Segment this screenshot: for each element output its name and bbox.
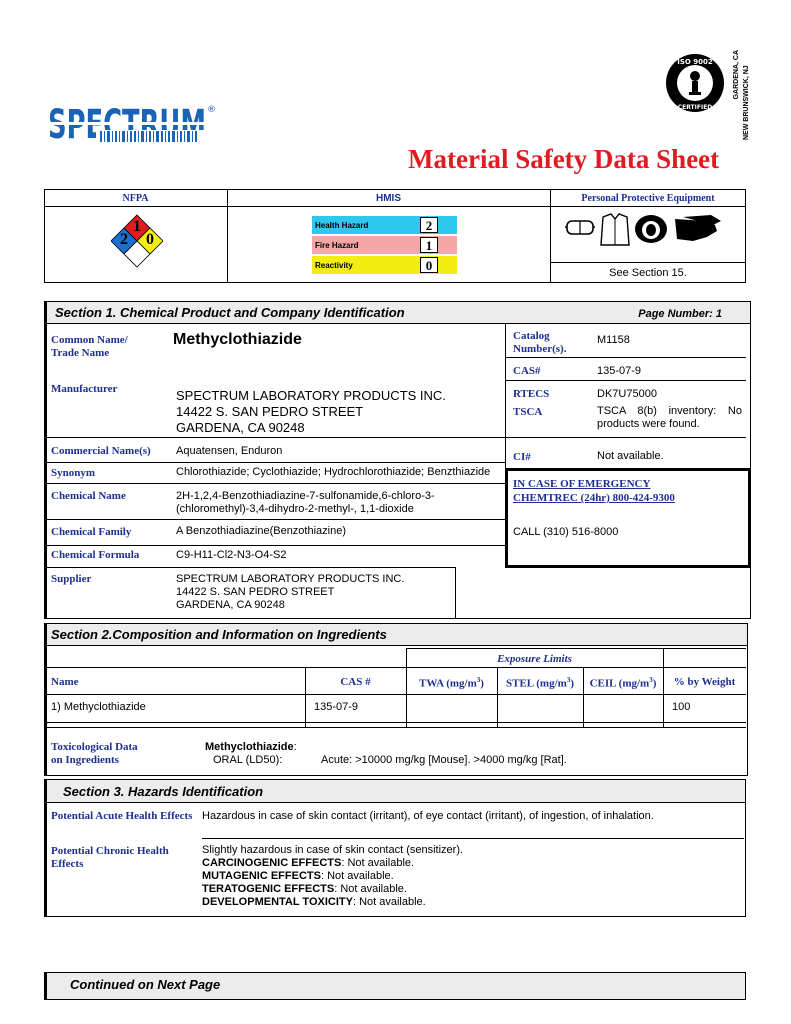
chronic-intro: Slightly hazardous in case of skin contact (sensitizer). — [202, 844, 464, 856]
tox-route: ORAL (LD50): — [213, 754, 283, 766]
col-stel-text: STEL (mg/m — [506, 677, 567, 690]
supplier-line-2: 14422 S. SAN PEDRO STREET — [176, 586, 335, 598]
ci-value: Not available. — [597, 450, 664, 462]
emergency-call: CALL (310) 516-8000 — [513, 526, 619, 538]
manufacturer-line-1: SPECTRUM LABORATORY PRODUCTS INC. — [176, 388, 446, 403]
table-row-cas: 135-07-9 — [314, 701, 359, 713]
chronic-teratogenic — [202, 883, 463, 896]
document-title: Material Safety Data Sheet — [408, 144, 720, 174]
stel-superscript: 3 — [566, 676, 571, 684]
exposure-limits-label: Exposure Limits — [497, 653, 572, 665]
ci-label: CI# — [513, 451, 531, 463]
hmis-health-value: 2 — [420, 217, 438, 233]
manufacturer-line-3: GARDENA, CA 90248 — [176, 420, 305, 435]
commercial-name-value: Aquatensen, Enduron — [176, 445, 283, 457]
location-gardena: GARDENA, CA — [733, 50, 740, 100]
tox-data-label: Toxicological Data on Ingredients — [51, 741, 138, 766]
nfpa-health-value: 2 — [120, 231, 128, 248]
section2-header — [47, 624, 747, 645]
chronic-mutagenic — [202, 870, 463, 883]
cas-label: CAS# — [513, 365, 541, 377]
location-new-brunswick: NEW BRUNSWICK, NJ — [743, 65, 750, 140]
common-name-value: Methyclothiazide — [173, 331, 302, 348]
col-stel-header: STEL $(mg/m^3)$ — [506, 676, 574, 690]
manufacturer-label: Manufacturer — [51, 383, 118, 395]
nfpa-diamond — [111, 214, 163, 268]
manufacturer-value — [176, 388, 446, 436]
chronic-carcinogenic — [202, 857, 463, 870]
carcinogenic-key: CARCINOGENIC EFFECTS — [202, 857, 342, 869]
tox-ingredient-name: Methyclothiazide — [205, 741, 294, 753]
hmis-fire-row — [312, 236, 457, 254]
developmental-value: : Not available. — [352, 896, 426, 908]
section1-title: Section 1. Chemical Product and Company Identification — [55, 305, 405, 320]
twa-superscript: 3 — [476, 676, 481, 684]
col-twa-text: TWA (mg/m — [419, 677, 477, 690]
hmis-health-label: Health Hazard — [315, 221, 369, 230]
ceil-superscript: 3 — [649, 676, 653, 684]
tox-value: Acute: >10000 mg/kg [Mouse]. >4000 mg/kg [Rat]. — [321, 754, 567, 766]
chemical-formula-value: C9-H11-Cl2-N3-O4-S2 — [176, 549, 287, 561]
carcinogenic-value: : Not available. — [341, 857, 415, 869]
hmis-health-row — [312, 216, 457, 234]
svg-text:CERTIFIED: CERTIFIED — [677, 104, 713, 111]
table-row-weight: 100 — [672, 701, 691, 713]
emergency-label[interactable]: IN CASE OF EMERGENCY — [513, 478, 651, 490]
nfpa-label: NFPA — [122, 193, 149, 204]
commercial-name-label: Commercial Name(s) — [51, 445, 151, 457]
section1-header — [47, 302, 750, 323]
svg-text:ISO 9002: ISO 9002 — [677, 58, 713, 66]
rtecs-value: DK7U75000 — [597, 388, 657, 400]
chemical-family-value: A Benzothiadiazine(Benzothiazine) — [176, 525, 347, 537]
common-name-label: Common Name/ Trade Name — [51, 334, 128, 359]
chemical-name-value: 2H-1,2,4-Benzothiadiazine-7-sulfonamide,6-chloro-3-(chloromethyl)-3,4-dihydro-2-methyl-, 1,1-dioxide — [176, 490, 435, 515]
hmis-reactivity-value: 0 — [420, 257, 438, 273]
chronic-effects-label: Potential Chronic Health Effects — [51, 845, 169, 870]
spectrum-logo — [48, 100, 218, 150]
chronic-developmental — [202, 896, 463, 909]
chemical-family-label: Chemical Family — [51, 526, 132, 538]
synonym-label: Synonym — [51, 467, 96, 479]
col-ceil-header: CEIL $(mg/m^3)$ — [589, 676, 657, 690]
chronic-effects-value — [202, 844, 463, 909]
cas-value: 135-07-9 — [597, 365, 642, 377]
section2-title: Section 2.Composition and Information on Ingredients — [51, 627, 387, 642]
catalog-label: Catalog Number(s). — [513, 330, 567, 355]
hmis-reactivity-label: Reactivity — [315, 261, 353, 270]
teratogenic-key: TERATOGENIC EFFECTS — [202, 883, 335, 895]
tsca-value: TSCA 8(b) inventory: No products were found. — [597, 405, 742, 430]
col-ceil-text: CEIL (mg/m — [589, 677, 650, 690]
teratogenic-value: : Not available. — [334, 883, 407, 895]
col-cas-header: CAS # — [340, 676, 371, 688]
manufacturer-line-2: 14422 S. SAN PEDRO STREET — [176, 404, 364, 419]
hmis-fire-value: 1 — [420, 237, 438, 253]
ppe-goggles-coat-respirator-gloves-icon — [565, 211, 725, 249]
iso-certified-seal — [664, 52, 726, 114]
section3-title: Section 3. Hazards Identification — [63, 784, 264, 799]
hmis-fire-label: Fire Hazard — [315, 241, 359, 250]
col-name-header: Name — [51, 676, 79, 688]
chemtrec-phone[interactable]: CHEMTREC (24hr) 800-424-9300 — [513, 492, 675, 504]
chemical-formula-label: Chemical Formula — [51, 549, 140, 561]
svg-text:®: ® — [207, 105, 216, 115]
continued-next-page: Continued on Next Page — [70, 977, 221, 992]
nfpa-reactivity-value: 0 — [146, 231, 154, 248]
supplier-value — [176, 573, 404, 612]
tsca-label: TSCA — [513, 406, 543, 418]
acute-effects-value: Hazardous in case of skin contact (irritant), of eye contact (irritant), of ingestion, of inhalation. — [202, 810, 654, 822]
ppe-label: Personal Protective Equipment — [581, 193, 715, 204]
col-weight-header: % by Weight — [673, 676, 736, 688]
supplier-line-1: SPECTRUM LABORATORY PRODUCTS INC. — [176, 573, 405, 585]
tox-ingredient: Methyclothiazide: — [205, 741, 297, 753]
catalog-value: M1158 — [597, 334, 630, 346]
mutagenic-value: : Not available. — [320, 870, 394, 882]
nfpa-fire-value: 1 — [133, 218, 141, 235]
page-number: Page Number: 1 — [638, 308, 722, 320]
supplier-label: Supplier — [51, 573, 92, 585]
ppe-note: See Section 15. — [609, 267, 687, 279]
table-row-name: 1) Methyclothiazide — [51, 701, 146, 713]
acute-effects-label: Potential Acute Health Effects — [51, 810, 193, 822]
supplier-line-3: GARDENA, CA 90248 — [176, 599, 285, 611]
developmental-key: DEVELOPMENTAL TOXICITY — [202, 896, 353, 908]
col-twa-header: TWA $(mg/m^3)$ — [419, 676, 484, 690]
mutagenic-key: MUTAGENIC EFFECTS — [202, 870, 321, 882]
hmis-label: HMIS — [376, 193, 401, 204]
ppe-icons — [565, 211, 725, 249]
locations-vertical — [732, 50, 760, 140]
section3-header — [47, 780, 745, 802]
chemical-name-label: Chemical Name — [51, 490, 126, 502]
rtecs-label: RTECS — [513, 388, 550, 400]
hmis-reactivity-row — [312, 256, 457, 274]
synonym-value: Chlorothiazide; Cyclothiazide; Hydrochlorothiazide; Benzthiazide — [176, 466, 491, 478]
